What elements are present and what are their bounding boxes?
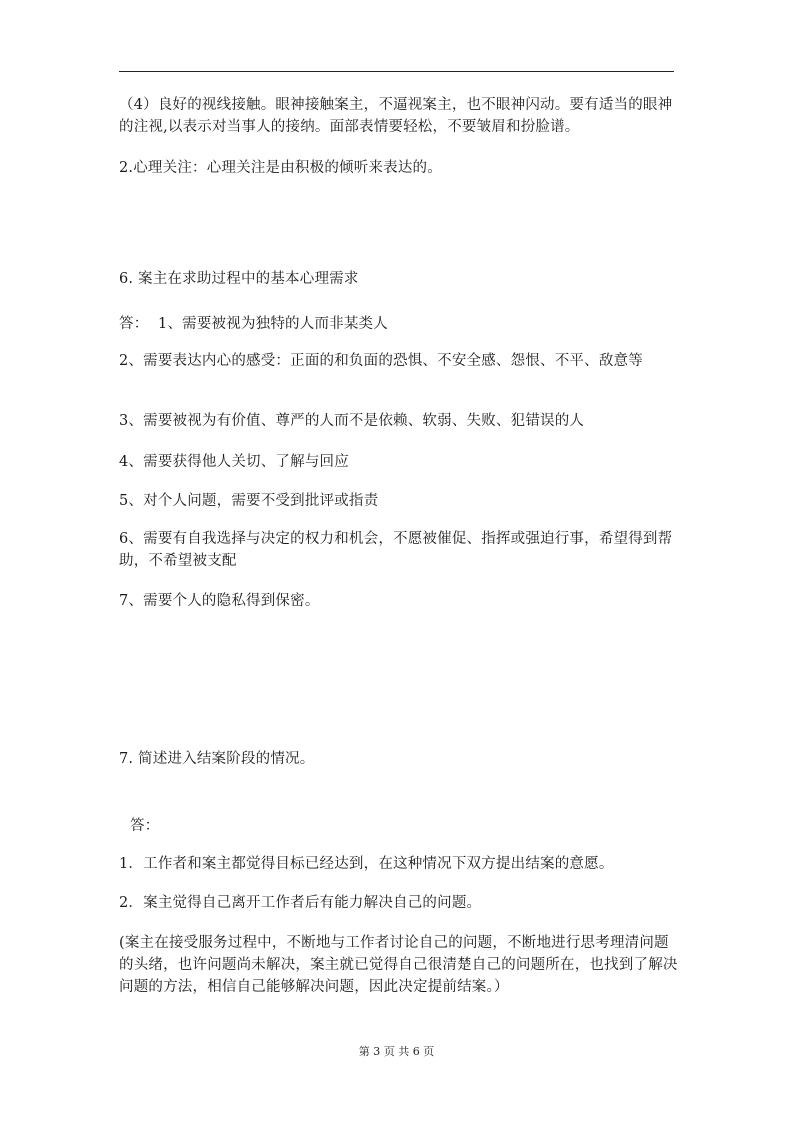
answer-6-item-6: 6、需要有自我选择与决定的权力和机会，不愿被催促、指挥或强迫行事，希望得到帮助，不希望被支配 [119,531,673,569]
answer-6-item-1: 答： 1、需要被视为独特的人而非某类人 [119,316,388,332]
answer-6-item-2: 2、需要表达内心的感受：正面的和负面的恐惧、不安全感、怨恨、不平、敌意等 [119,353,643,369]
question-6-heading: 6. 案主在求助过程中的基本心理需求 [119,271,359,287]
header-rule [119,71,674,72]
page-number-footer: 第 3 页 共 6 页 [358,1045,435,1058]
answer-7-explanation: (案主在接受服务过程中，不断地与工作者讨论自己的问题，不断地进行思考理清问题的头绪，也许问题尚未解决，案主就已觉得自己很清楚自己的问题所在，也找到了解决问题的方法，相信自己能够解决问题，因此决定提前结案。） [119,935,678,995]
answer-6-item-4: 4、需要获得他人关切、了解与回应 [119,454,349,470]
answer-6-item-3: 3、需要被视为有价值、尊严的人而不是依赖、软弱、失败、犯错误的人 [119,413,585,429]
answer-7-item-2: 2．案主觉得自己离开工作者后有能力解决自己的问题。 [119,895,482,911]
answer-7-item-1: 1．工作者和案主都觉得目标已经达到，在这种情况下双方提出结案的意愿。 [119,856,614,872]
answer-7-label: 答： [130,818,160,834]
paragraph-psychological-attention: 2.心理关注：心理关注是由积极的倾听来表达的。 [119,160,442,176]
paragraph-eye-contact: （4）良好的视线接触。眼神接触案主，不逼视案主，也不眼神闪动。要有适当的眼神的注视,以表示对当事人的接纳。面部表情要轻松，不要皱眉和扮脸谱。 [119,97,673,135]
answer-6-item-7: 7、需要个人的隐私得到保密。 [119,593,320,609]
answer-6-item-5: 5、对个人问题，需要不受到批评或指责 [119,493,379,509]
question-7-heading: 7. 简述进入结案阶段的情况。 [119,751,315,767]
